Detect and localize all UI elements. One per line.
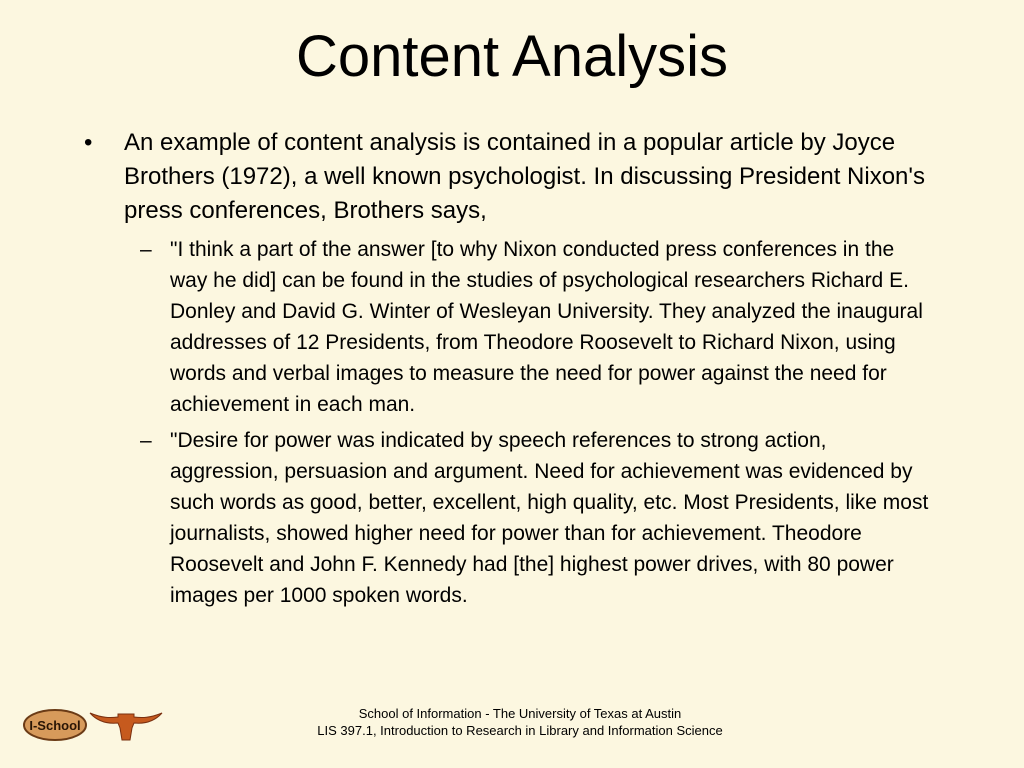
sub-item-text: "Desire for power was indicated by speech references to strong action, aggression, persuasion and argument. Need for achievement was evidenced by such words as good, better, excellent, high quality, etc. Most Presidents, like most journalists, showed higher need for power than for achievement. Theodore Roosevelt and John F. Kennedy had [the] highest power drives, with 80 power images per 1000 spoken words. — [170, 429, 929, 607]
footer-line-2: LIS 397.1, Introduction to Research in Library and Information Science — [317, 723, 723, 738]
bullet-item — [84, 126, 944, 228]
ischool-logo — [22, 704, 172, 748]
dash-marker: – — [140, 429, 152, 452]
sub-item-quote-2 — [84, 425, 930, 611]
longhorn-icon — [90, 713, 162, 740]
slide-title: Content Analysis — [295, 24, 729, 89]
footer — [250, 705, 790, 739]
ischool-logo-text: I-School — [29, 718, 81, 733]
sub-item-quote-1 — [84, 234, 930, 420]
bullet-marker: • — [84, 129, 93, 156]
bullet-text: An example of content analysis is contained in a popular article by Joyce Brothers (1972), a well known psychologist. In discussing President Nixon's press conferences, Brothers says, — [124, 129, 925, 224]
sub-item-text: "I think a part of the answer [to why Nixon conducted press conferences in the way he did] can be found in the studies of psychological researchers Richard E. Donley and David G. Winter of Wesleyan University. They analyzed the inaugural addresses of 12 Presidents, from Theodore Roosevelt to Richard Nixon, using words and verbal images to measure the need for power against the need for achievement in each man. — [170, 238, 923, 416]
footer-line-1: School of Information - The University of Texas at Austin — [358, 706, 682, 721]
slide-body — [84, 126, 944, 616]
dash-marker: – — [140, 238, 152, 261]
